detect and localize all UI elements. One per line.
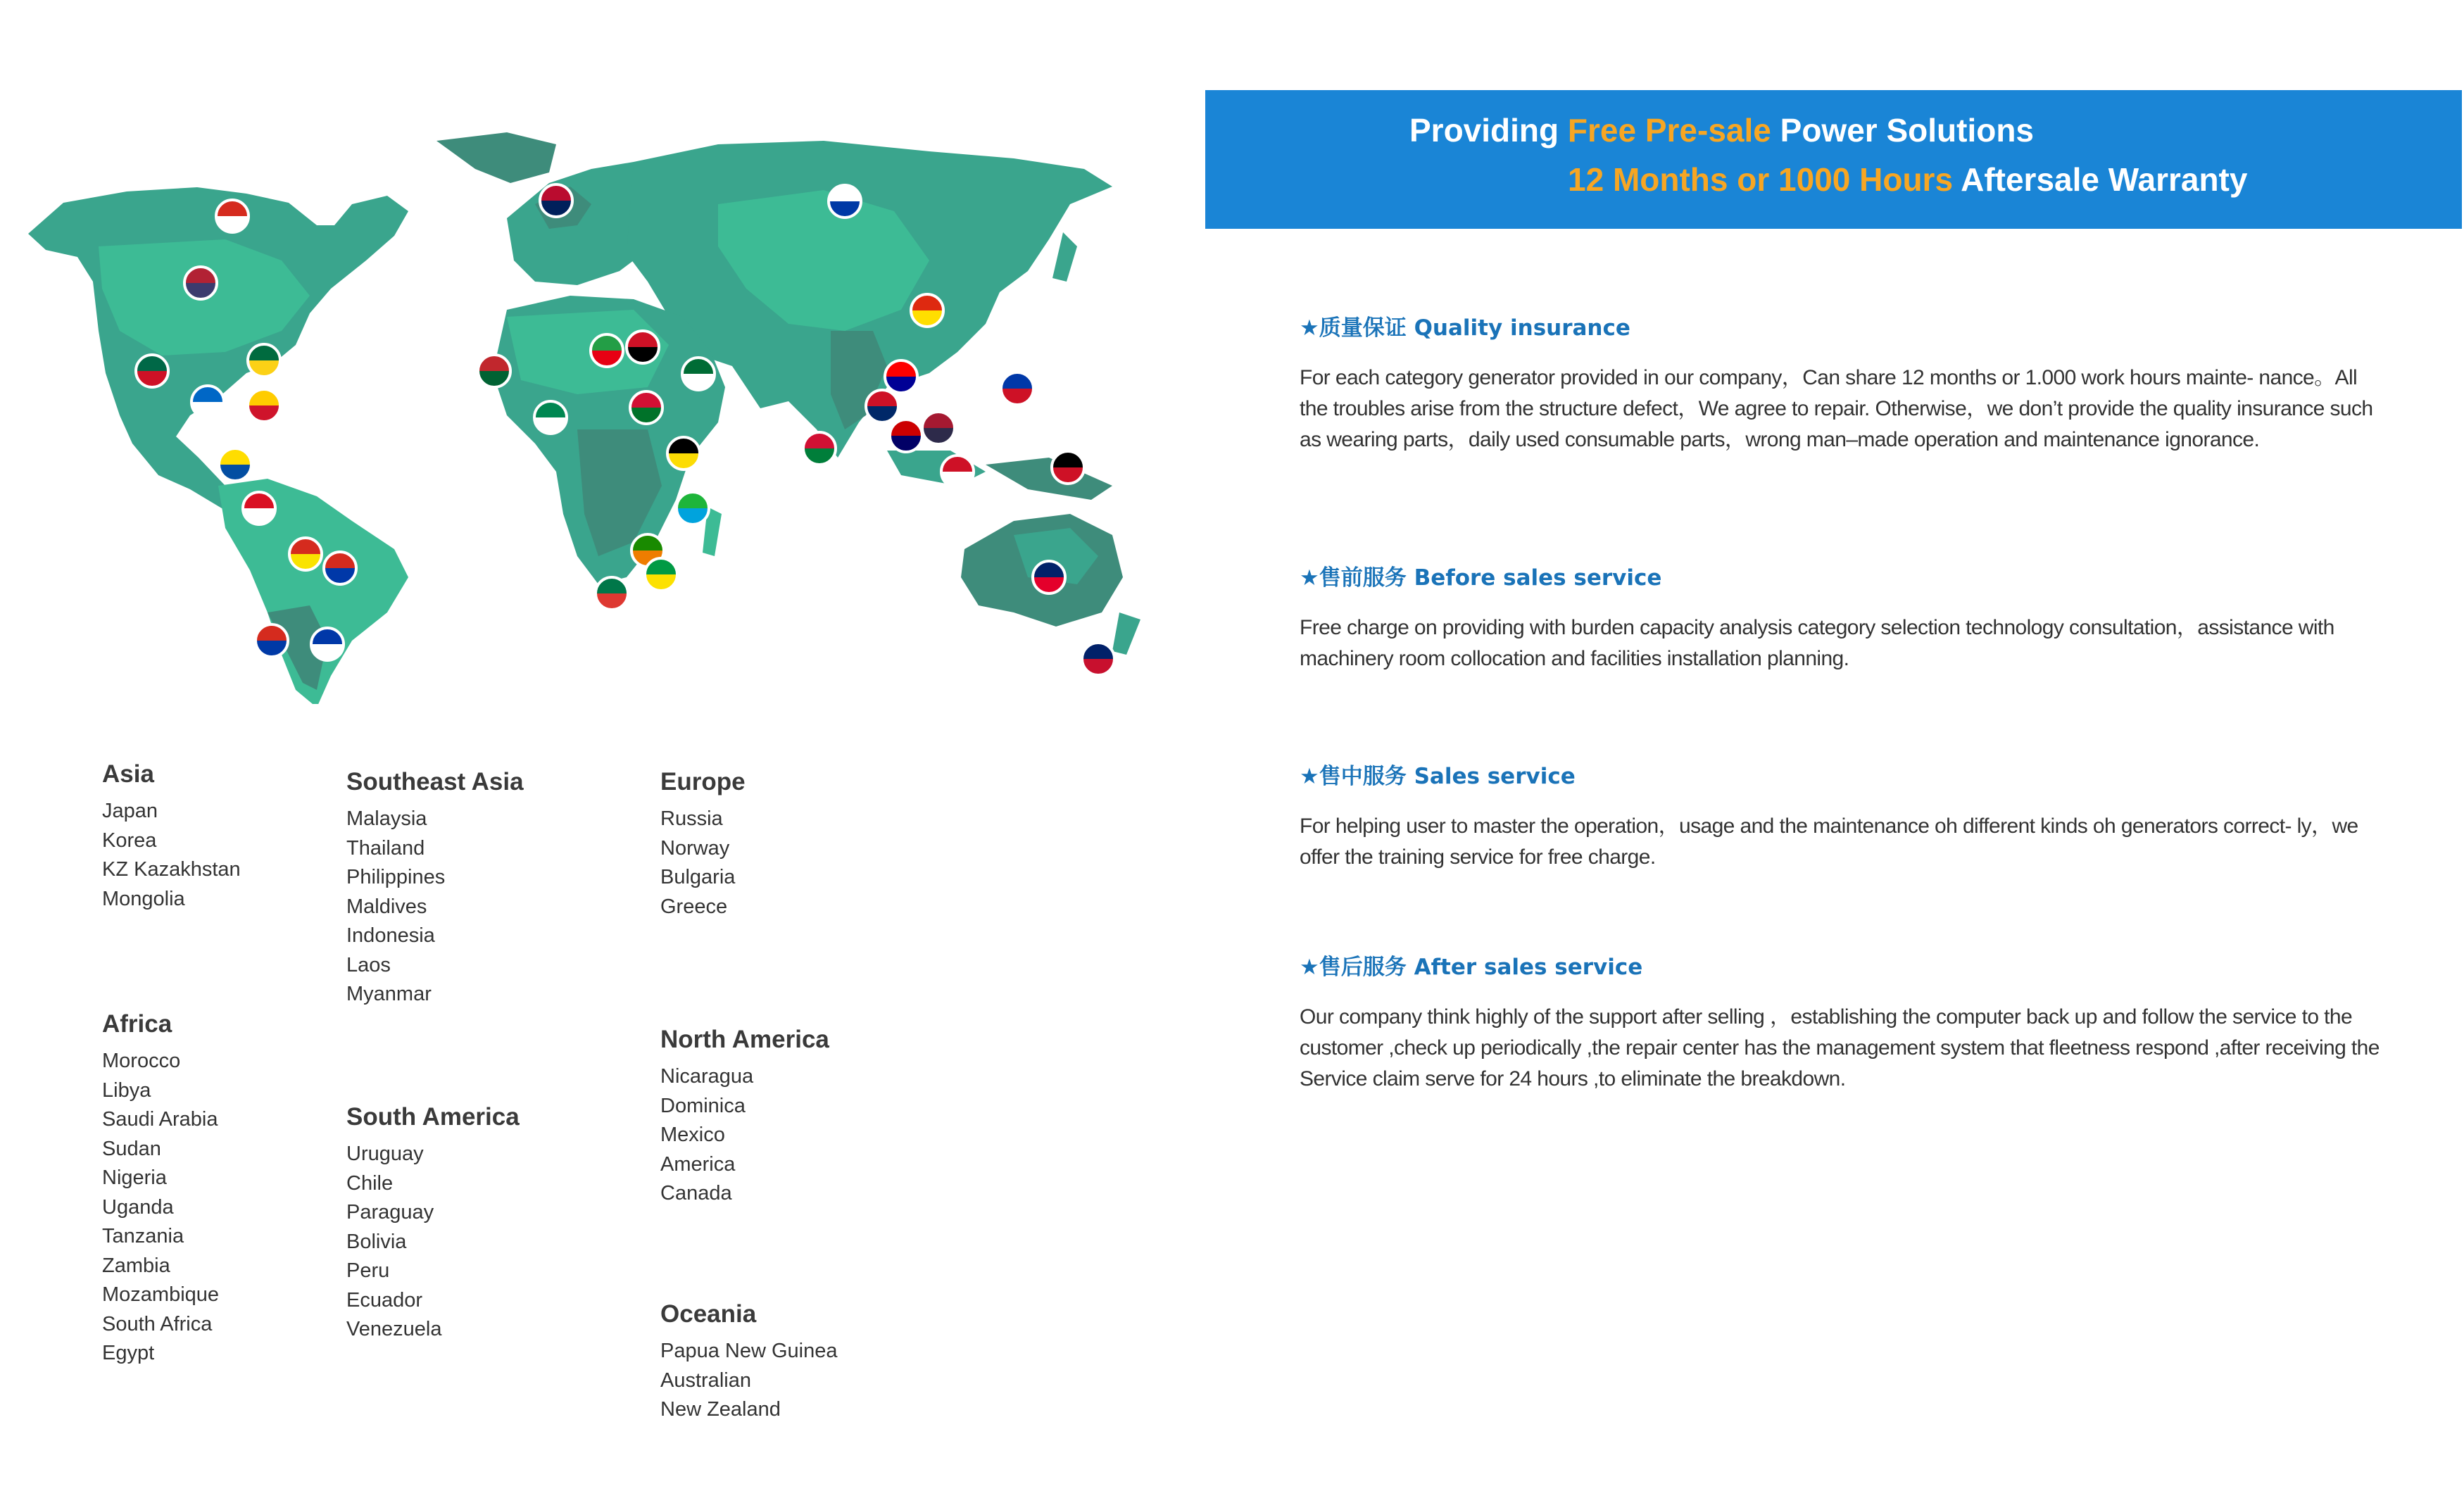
country-list: [346, 1140, 520, 1345]
region-title: Asia: [102, 760, 154, 788]
country-item: South Africa: [102, 1312, 213, 1335]
service-title: ★售后服务 After sales service: [1300, 955, 1643, 980]
country-item: Maldives: [346, 895, 427, 918]
country-item: Norway: [660, 836, 730, 860]
country-item: Laos: [346, 953, 391, 976]
country-list: [660, 1337, 838, 1425]
country-item: Paraguay: [346, 1201, 434, 1224]
country-item: Papua New Guinea: [660, 1340, 838, 1362]
country-item: Zambia: [102, 1254, 170, 1277]
country-item: Greece: [660, 895, 728, 918]
country-item: Mozambique: [102, 1283, 220, 1306]
country-item: Chile: [346, 1171, 394, 1195]
country-item: Peru: [346, 1259, 390, 1282]
service-title: ★售中服务 Sales service: [1300, 764, 1576, 789]
region-title: South America: [346, 1103, 520, 1131]
region-title: Africa: [102, 1010, 172, 1038]
country-item: Nicaragua: [660, 1065, 754, 1088]
service-quality-insurance: [1300, 310, 2384, 455]
country-list: [102, 797, 241, 914]
region-south-america: [346, 1103, 520, 1345]
country-item: Saudi Arabia: [102, 1108, 218, 1131]
country-item: New Zealand: [660, 1398, 781, 1421]
country-item: Libya: [102, 1078, 151, 1102]
country-item: Bulgaria: [660, 866, 736, 888]
country-item: Morocco: [102, 1050, 181, 1072]
country-item: Japan: [102, 800, 158, 822]
country-item: KZ Kazakhstan: [102, 858, 241, 881]
country-list: [660, 805, 746, 922]
banner-line-2: [1568, 161, 2247, 199]
country-list: [102, 1047, 219, 1369]
country-item: Mexico: [660, 1124, 725, 1146]
region-europe: [660, 768, 746, 922]
banner-line-1: [1409, 111, 2034, 149]
country-list: [346, 805, 524, 1010]
country-item: Uganda: [102, 1195, 174, 1219]
service-before-sales: [1300, 560, 2384, 674]
service-body: For each category generator provided in our company，Can share 12 months or 1.000 work hours mainte- nance。All the troubles arise from the structure defect，We agree to repair. Otherwise，we don’t provide the quality insurance such as wearing parts，daily used consumable parts，wrong man–made operation and maintenance ignorance.: [1300, 366, 2373, 451]
country-item: Bolivia: [346, 1230, 407, 1253]
region-title: Southeast Asia: [346, 768, 524, 795]
region-title: North America: [660, 1026, 829, 1053]
service-title: ★质量保证 Quality insurance: [1300, 315, 1630, 341]
country-item: America: [660, 1152, 736, 1176]
region-asia: [102, 760, 241, 914]
country-item: Australian: [660, 1369, 751, 1392]
country-item: Egypt: [102, 1342, 155, 1364]
country-item: Sudan: [102, 1137, 161, 1160]
country-item: Thailand: [346, 836, 425, 860]
country-item: Russia: [660, 807, 723, 830]
service-body: Free charge on providing with burden capacity analysis category selection technology consultation，assistance with machinery room collocation and facilities installation planning.: [1300, 616, 2334, 670]
banner-highlight: 12 Months or 1000 Hours: [1568, 161, 1954, 198]
country-item: Myanmar: [346, 983, 432, 1005]
service-body: Our company think highly of the support after selling ，establishing the computer back up and follow the service to the customer ,check up periodically ,the repair center has the management system that fleetness respond ,after receiving the Service claim serve for 24 hours ,to eliminate the breakdown.: [1300, 1005, 2380, 1090]
region-title: Oceania: [660, 1300, 757, 1328]
country-item: Canada: [660, 1182, 732, 1205]
region-north-america: [660, 1026, 829, 1209]
warranty-banner: [1205, 90, 2462, 229]
country-item: Korea: [102, 829, 157, 852]
country-item: Dominica: [660, 1094, 746, 1117]
country-item: Malaysia: [346, 807, 427, 830]
service-after-sales: [1300, 949, 2384, 1095]
region-lists: [0, 0, 1197, 1503]
country-item: Philippines: [346, 866, 446, 888]
region-southeast-asia: [346, 768, 524, 1010]
service-sales: [1300, 758, 2384, 873]
country-item: Nigeria: [102, 1166, 167, 1189]
country-list: [660, 1062, 829, 1209]
service-title: ★售前服务 Before sales service: [1300, 565, 1662, 591]
country-item: Venezuela: [346, 1318, 442, 1340]
country-item: Indonesia: [346, 924, 435, 947]
banner-text: Aftersale Warranty: [1953, 161, 2248, 198]
banner-text: Providing: [1409, 112, 1568, 149]
country-item: Uruguay: [346, 1143, 424, 1165]
country-item: Ecuador: [346, 1288, 423, 1312]
country-item: Mongolia: [102, 887, 185, 910]
region-africa: [102, 1010, 219, 1369]
banner-highlight: Free Pre-sale: [1567, 112, 1771, 149]
region-oceania: [660, 1300, 838, 1425]
banner-text: Power Solutions: [1771, 112, 2035, 149]
service-body: For helping user to master the operation，usage and the maintenance oh different kinds oh generators correct- ly，we offer the training service for free charge.: [1300, 815, 2358, 869]
region-title: Europe: [660, 768, 746, 795]
country-item: Tanzania: [102, 1225, 184, 1247]
